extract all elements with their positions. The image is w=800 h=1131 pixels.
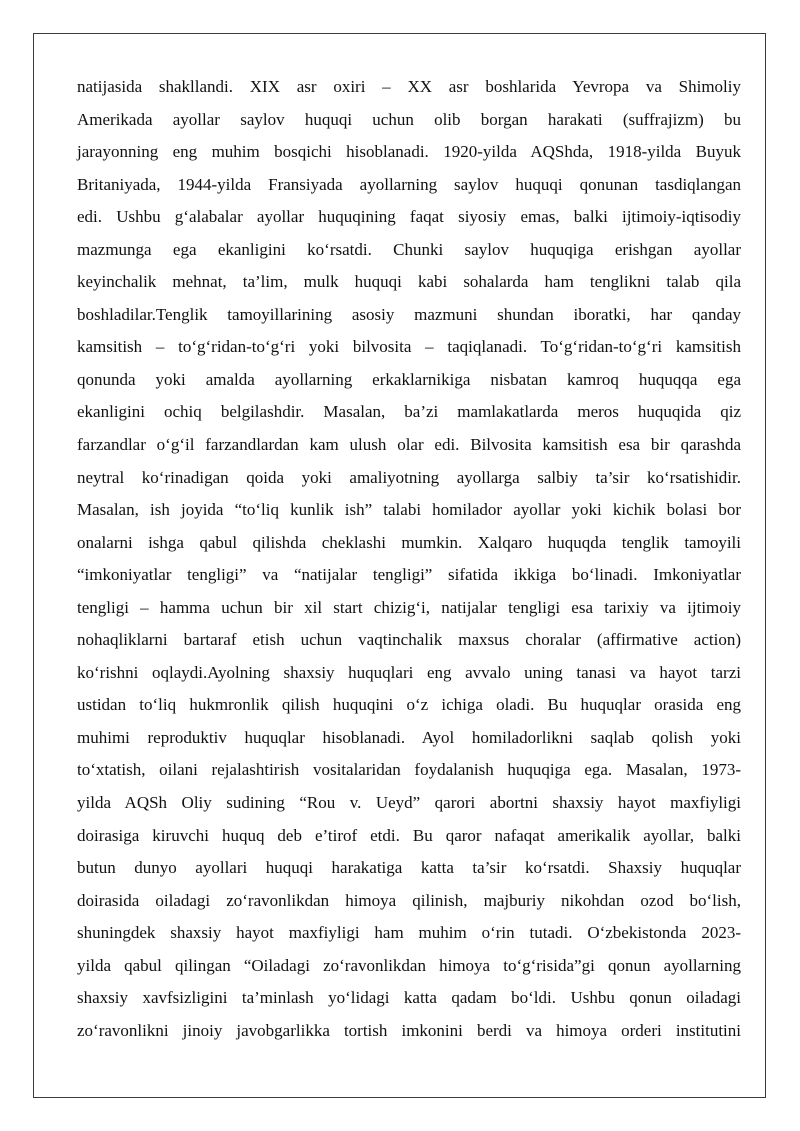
text-line: yilda AQSh Oliy sudining “Rou v. Ueyd” qarori abortni shaxsiy hayot maxfiyligi (77, 793, 741, 813)
text-line: boshladilar.Tenglik tamoyillarining asosiy mazmuni shundan iboratki, har qanday (77, 304, 741, 324)
text-line: muhimi reproduktiv huquqlar hisoblanadi. Ayol homiladorlikni saqlab qolish yoki (77, 727, 741, 747)
text-line: Masalan, ish joyida “to‘liq kunlik ish” talabi homilador ayollar yoki kichik bolasi bor (77, 500, 741, 520)
text-line: zo‘ravonlikni jinoiy javobgarlikka tortish imkonini berdi va himoya orderi institutini (77, 1020, 741, 1040)
text-line: onalarni ishga qabul qilishda cheklashi mumkin. Xalqaro huquqda tenglik tamoyili (77, 532, 741, 552)
text-line: doirasiga kiruvchi huquq deb e’tirof etdi. Bu qaror nafaqat amerikalik ayollar, balki (77, 825, 741, 845)
body-paragraph (77, 71, 741, 1047)
text-line: kamsitish – to‘g‘ridan-to‘g‘ri yoki bilvosita – taqiqlanadi. To‘g‘ridan-to‘g‘ri kamsitish (77, 337, 741, 357)
text-line: natijasida shakllandi. XIX asr oxiri – XX asr boshlarida Yevropa va Shimoliy (77, 77, 741, 96)
text-line: shaxsiy xavfsizligini ta’minlash yo‘lidagi katta qadam bo‘ldi. Ushbu qonun oiladagi (77, 988, 741, 1008)
text-line: tengligi – hamma uchun bir xil start chizig‘i, natijalar tengligi esa tarixiy va ijtimoiy (77, 597, 741, 617)
text-line: “imkoniyatlar tengligi” va “natijalar tengligi” sifatida ikkiga bo‘linadi. Imkoniyatlar (77, 565, 741, 585)
text-line: keyinchalik mehnat, ta’lim, mulk huquqi kabi sohalarda ham tenglikni talab qila (77, 272, 741, 292)
text-line: butun dunyo ayollari huquqi harakatiga katta ta’sir ko‘rsatdi. Shaxsiy huquqlar (77, 858, 741, 878)
text-line: neytral ko‘rinadigan qoida yoki amaliyotning ayollarga salbiy ta’sir ko‘rsatishidir. (77, 467, 741, 487)
text-line: Amerikada ayollar saylov huquqi uchun olib borgan harakati (suffrajizm) bu (77, 109, 741, 129)
text-line: ko‘rishni oqlaydi.Ayolning shaxsiy huquqlari eng avvalo uning tanasi va hayot tarzi (77, 662, 741, 682)
text-line: edi. Ushbu g‘alabalar ayollar huquqining faqat siyosiy emas, balki ijtimoiy-iqtisodiy (77, 207, 741, 227)
text-line: farzandlar o‘g‘il farzandlardan kam ulush olar edi. Bilvosita kamsitish esa bir qarashda (77, 435, 741, 455)
text-line: yilda qabul qilingan “Oiladagi zo‘ravonlikdan himoya to‘g‘risida”gi qonun ayollarning (77, 955, 741, 975)
text-line: qonunda yoki amalda ayollarning erkaklarnikiga nisbatan kamroq huquqqa ega (77, 369, 741, 389)
text-line: ekanligini ochiq belgilashdir. Masalan, ba’zi mamlakatlarda meros huquqida qiz (77, 402, 741, 422)
text-line: jarayonning eng muhim bosqichi hisoblanadi. 1920-yilda AQShda, 1918-yilda Buyuk (77, 142, 741, 162)
text-line: nohaqliklarni bartaraf etish uchun vaqtinchalik maxsus choralar (affirmative action) (77, 630, 741, 650)
text-line: Britaniyada, 1944-yilda Fransiyada ayollarning saylov huquqi qonunan tasdiqlangan (77, 174, 741, 194)
text-line: to‘xtatish, oilani rejalashtirish vositalaridan foydalanish huquqiga ega. Masalan, 1973- (77, 760, 741, 780)
text-line: mazmunga ega ekanligini ko‘rsatdi. Chunki saylov huquqiga erishgan ayollar (77, 239, 741, 259)
text-line: doirasida oiladagi zo‘ravonlikdan himoya qilinish, majburiy nikohdan ozod bo‘lish, (77, 890, 741, 910)
text-line: ustidan to‘liq hukmronlik qilish huquqini o‘z ichiga oladi. Bu huquqlar orasida eng (77, 695, 741, 715)
text-line: shuningdek shaxsiy hayot maxfiyligi ham muhim o‘rin tutadi. O‘zbekistonda 2023- (77, 923, 741, 943)
